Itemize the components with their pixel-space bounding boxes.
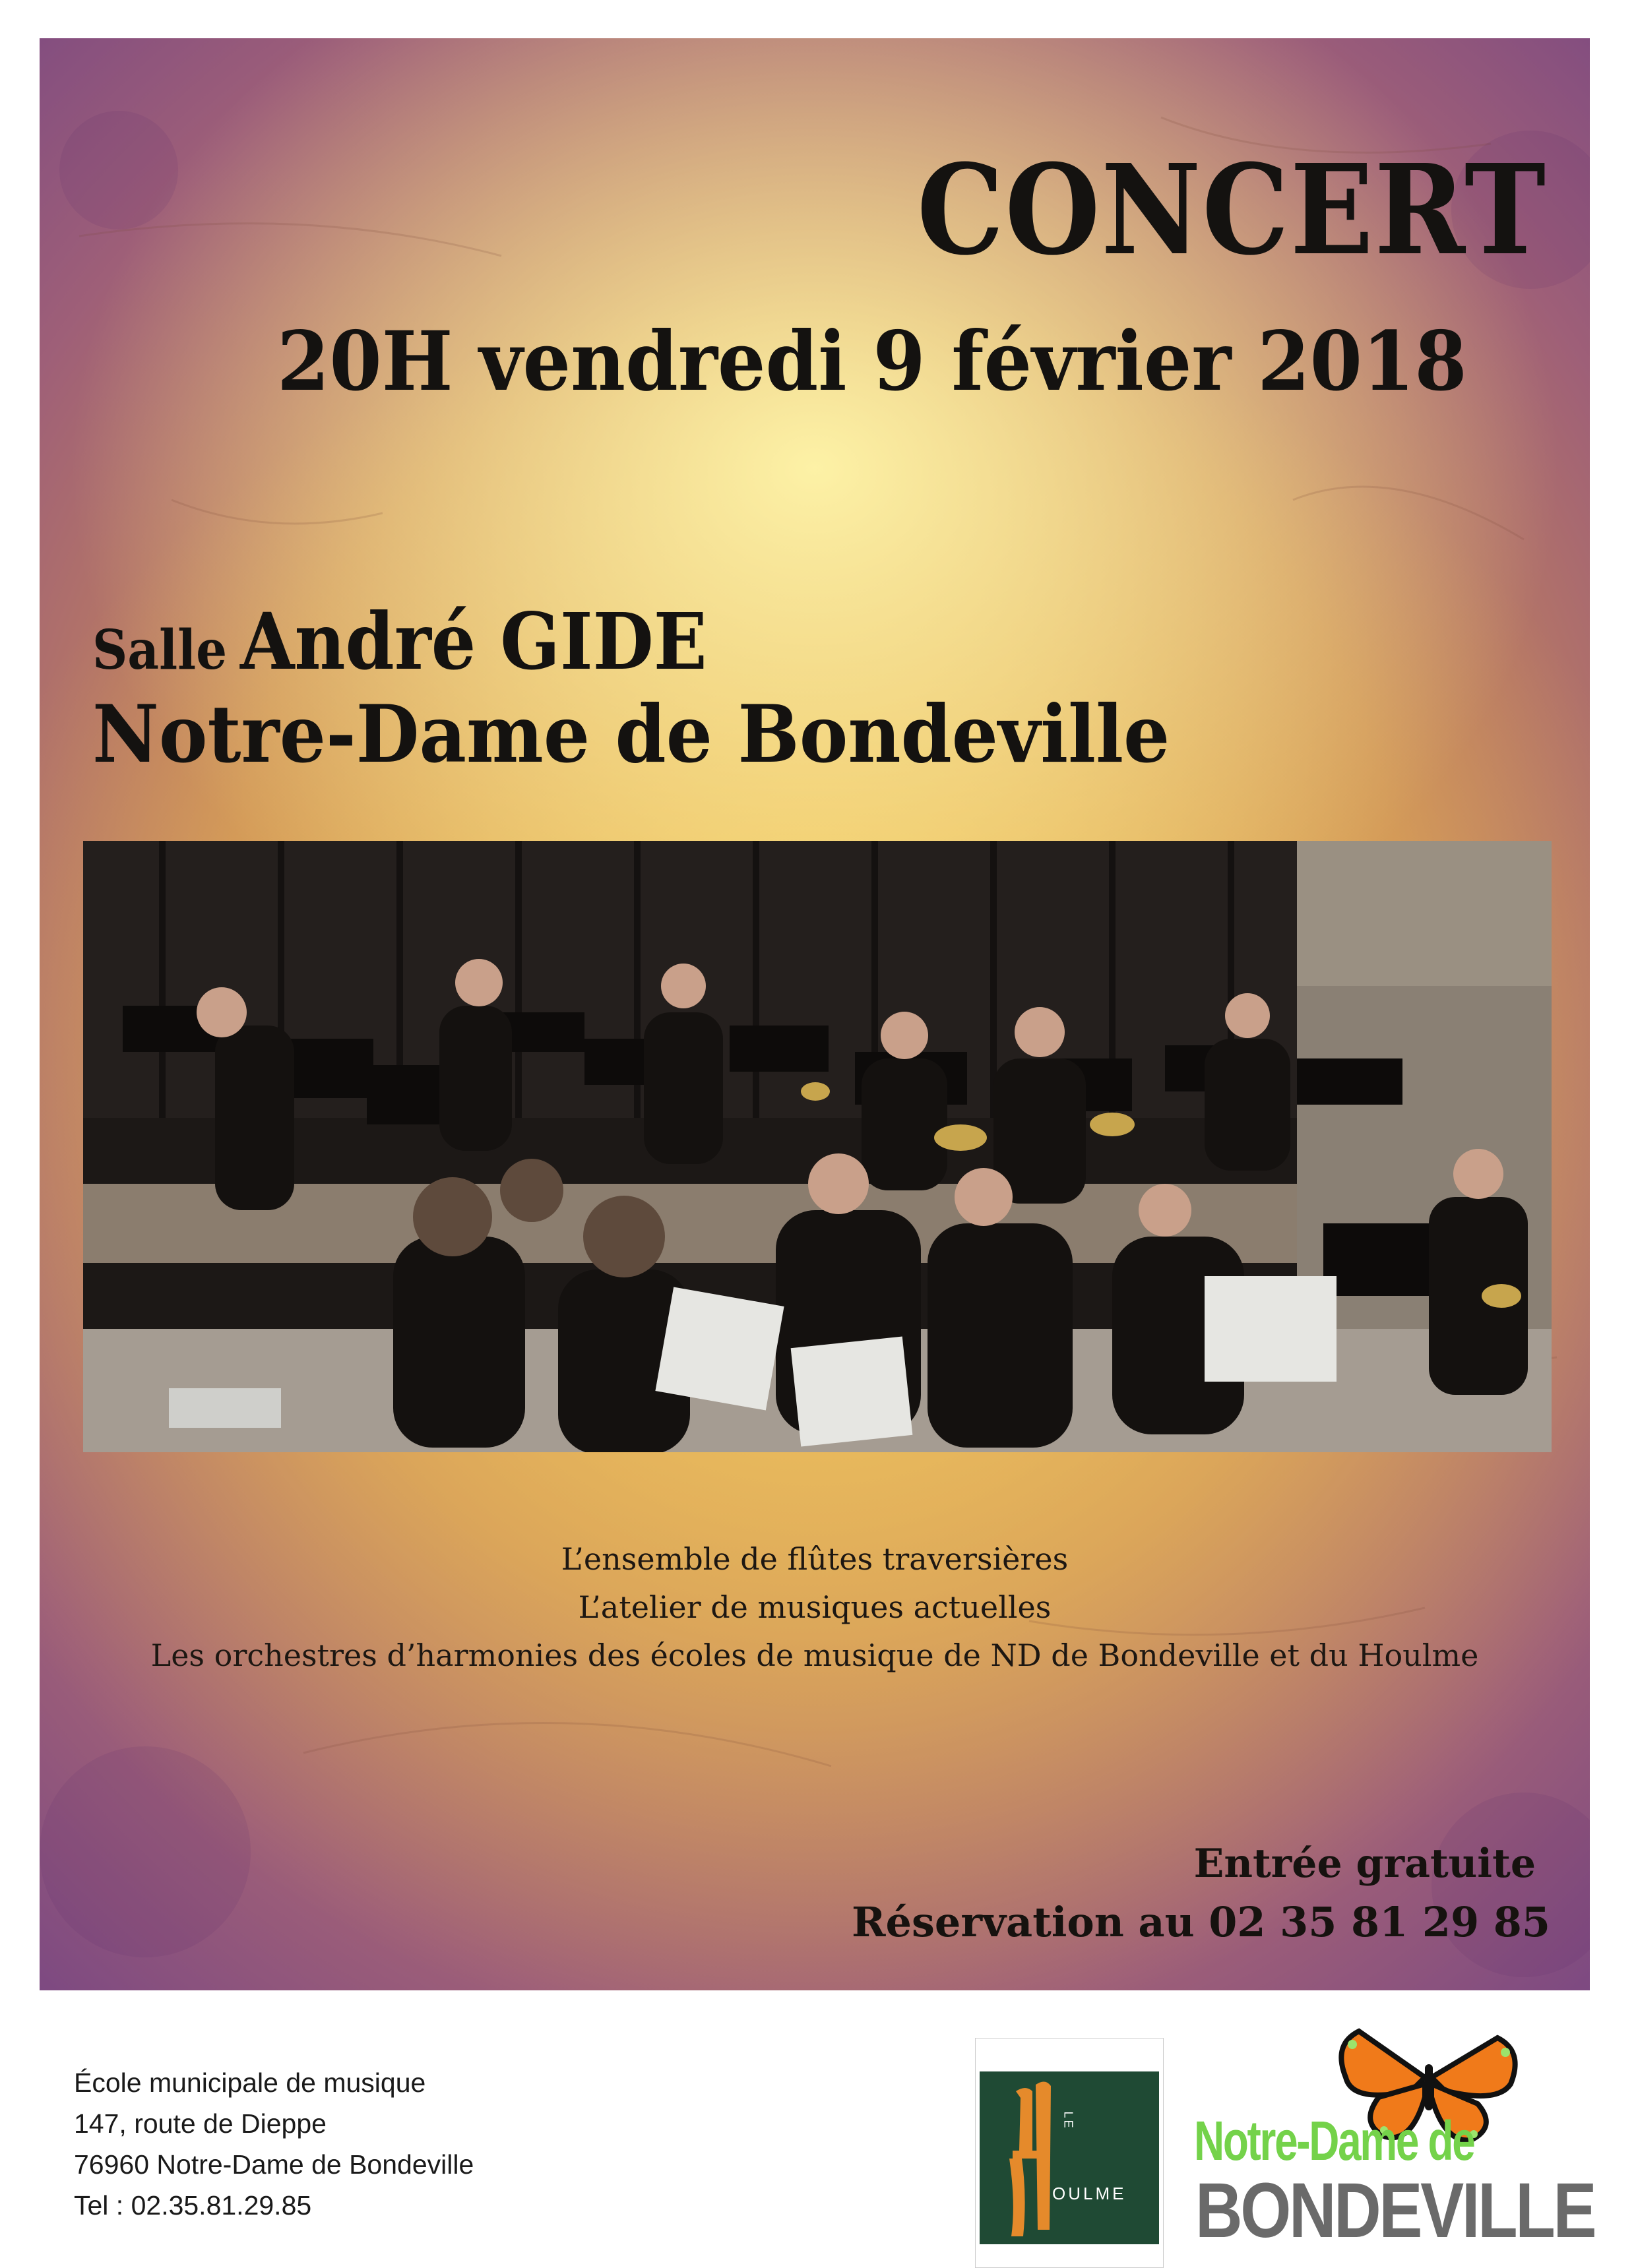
concert-poster xyxy=(40,38,1590,1990)
le-houlme-logo xyxy=(975,2038,1164,2268)
program-item: L’ensemble de flûtes traversières xyxy=(561,1541,1069,1577)
address-line: 147, route de Dieppe xyxy=(74,2108,327,2139)
entry-free: Entrée gratuite xyxy=(1193,1841,1536,1887)
venue-prefix: Salle xyxy=(92,619,228,682)
venue-town: Notre-Dame de Bondeville xyxy=(92,688,1170,781)
ndb-logo-name: BONDEVILLE xyxy=(1195,2167,1595,2254)
orchestra-photo xyxy=(83,841,1552,1452)
houlme-small-text: LE xyxy=(1061,2111,1075,2130)
school-address xyxy=(74,2062,474,2226)
ndb-logo-title: Notre-Dame de xyxy=(1194,2110,1474,2172)
houlme-h-mark xyxy=(980,2071,1159,2244)
program-item: Les orchestres d’harmonies des écoles de musique de ND de Bondeville et du Houlme xyxy=(150,1638,1479,1673)
program-item: L’atelier de musiques actuelles xyxy=(578,1589,1052,1625)
venue-line xyxy=(92,596,707,687)
address-line: 76960 Notre-Dame de Bondeville xyxy=(74,2149,474,2180)
venue-name: André GIDE xyxy=(239,596,707,687)
poster-headline: CONCERT xyxy=(917,137,1547,283)
houlme-text: OULME xyxy=(1052,2184,1127,2203)
concert-date: 20H vendredi 9 février 2018 xyxy=(277,314,1467,410)
address-line: École municipale de musique xyxy=(74,2068,426,2098)
program-list xyxy=(40,1535,1590,1680)
address-line: Tel : 02.35.81.29.85 xyxy=(74,2190,312,2221)
reservation-phone: Réservation au 02 35 81 29 85 xyxy=(852,1898,1550,1946)
notre-dame-de-bondeville-logo xyxy=(1187,2018,1595,2262)
